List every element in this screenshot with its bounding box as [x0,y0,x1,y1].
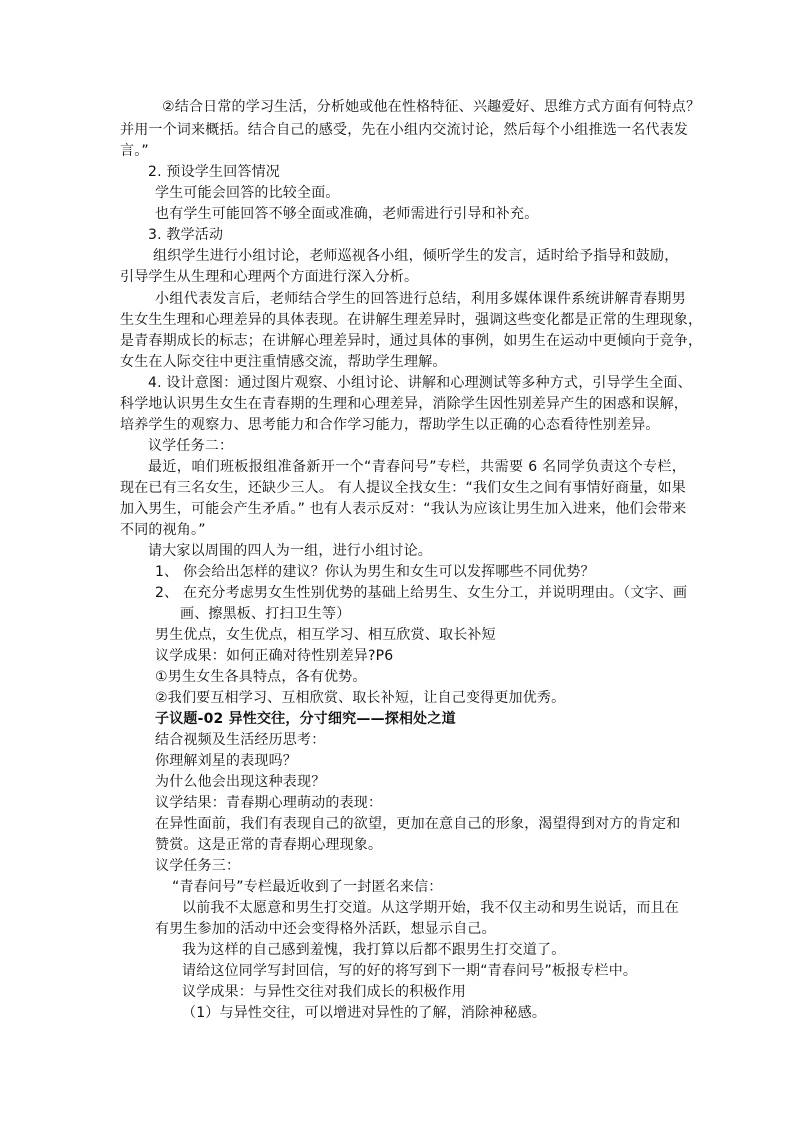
paragraph-line: 有男生参加的活动中还会变得格外活跃，想显示自己。 [155,921,496,937]
paragraph-line: 请大家以周围的四人为一组，进行小组讨论。 [148,543,432,559]
paragraph-line: 议学结果：青春期心理萌动的表现： [155,795,383,811]
paragraph-line: 你理解刘星的表现吗？ [155,753,297,769]
paragraph-line: 议学成果：如何正确对待性别差异?P6 [155,648,394,664]
list-item-continuation: 画、擦黑板、打扫卫生等） [180,606,351,622]
paragraph-line: 最近，咱们班板报组准备新开一个“青春问号”专栏，共需要 6 名同学负责这个专栏， [148,459,686,475]
paragraph-line: 小组代表发言后，老师结合学生的回答进行总结，利用多媒体课件系统讲解青春期男 [155,291,686,307]
paragraph-line: 男生优点，女生优点，相互学习、相互欣赏、取长补短 [155,627,496,643]
paragraph-line: 请给这位同学写封回信，写的好的将写到下一期“青春问号”板报专栏中。 [182,963,638,979]
paragraph-line: 并用一个词来概括。结合自己的感受，先在小组内交流讨论，然后每个小组推选一名代表发 [120,122,688,138]
paragraph-line: 女生在人际交往中更注重情感交流，帮助学生理解。 [120,354,447,370]
paragraph-line: 现在已有三名女生，还缺少三人。 有人提议全找女生：“我们女生之间有事情好商量，如果 [120,480,686,496]
paragraph-line: 4. 设计意图：通过图片观察、小组讨论、讲解和心理测试等多种方式，引导学生全面、 [148,375,692,391]
paragraph-line: 生女生生理和心理差异的具体表现。在讲解生理差异时，强调这些变化都是正常的生理现象， [120,312,703,328]
section-heading: 议学任务二： [148,438,234,454]
paragraph-line: 组织学生进行小组讨论，老师巡视各小组，倾听学生的发言，适时给予指导和鼓励， [153,248,679,264]
paragraph-line: 赞赏。这是正常的青春期心理现象。 [155,837,383,853]
list-item: （1）与异性交往，可以增进对异性的了解，消除神秘感。 [182,1005,547,1021]
paragraph-line: 培养学生的观察力、思考能力和合作学习能力，帮助学生以正确的心态看待性别差异。 [120,417,660,433]
list-item: 1、 你会给出怎样的建议？你认为男生和女生可以发挥哪些不同优势？ [155,564,595,580]
paragraph-line: 是青春期成长的标志；在讲解心理差异时，通过具体的事例，如男生在运动中更倾向于竞争， [120,333,703,349]
paragraph-line: 加入男生，可能会产生矛盾。” 也有人表示反对：“我认为应该让男生加入进来，他们会带来 [120,501,687,517]
paragraph-line: 引导学生从生理和心理两个方面进行深入分析。 [120,269,419,285]
paragraph-line: 为什么他会出现这种表现？ [155,774,326,790]
paragraph-line: ①男生女生各具特点，各有优势。 [155,669,367,685]
paragraph-line: 也有学生可能回答不够全面或准确，老师需进行引导和补充。 [155,206,539,222]
paragraph-line: ②我们要互相学习、互相欣赏、取长补短，让自己变得更加优秀。 [155,690,566,706]
paragraph-line: 以前我不太愿意和男生打交道。从这学期开始，我不仅主动和男生说话，而且在 [182,900,679,916]
paragraph-line: 在异性面前，我们有表现自己的欲望，更加在意自己的形象，渴望得到对方的肯定和 [155,816,681,832]
section-heading: 3. 教学活动 [148,227,224,243]
paragraph-line: 科学地认识男生女生在青春期的生理和心理差异，消除学生因性别差异产生的困惑和误解， [120,396,688,412]
paragraph-line: 学生可能会回答的比较全面。 [155,185,340,201]
paragraph-line: 言。” [120,143,149,159]
paragraph-line: ②结合日常的学习生活，分析她或他在性格特征、兴趣爱好、思维方式方面有何特点？ [162,99,701,115]
paragraph-line: 议学成果：与异性交往对我们成长的积极作用 [182,984,466,1000]
section-heading: 议学任务三： [155,858,241,874]
paragraph-line: 结合视频及生活经历思考： [155,732,326,748]
paragraph-line: “青春问号”专栏最近收到了一封匿名来信： [172,879,443,895]
paragraph-line: 不同的视角。” [120,522,206,538]
paragraph-line: 我为这样的自己感到羞愧，我打算以后都不跟男生打交道了。 [182,942,566,958]
subtopic-heading: 子议题-02 异性交往，分寸细究——探相处之道 [155,711,456,727]
section-heading: 2. 预设学生回答情况 [148,164,281,180]
list-item: 2、 在充分考虑男女生性别优势的基础上给男生、女生分工，并说明理由。（文字、画 [155,585,688,601]
